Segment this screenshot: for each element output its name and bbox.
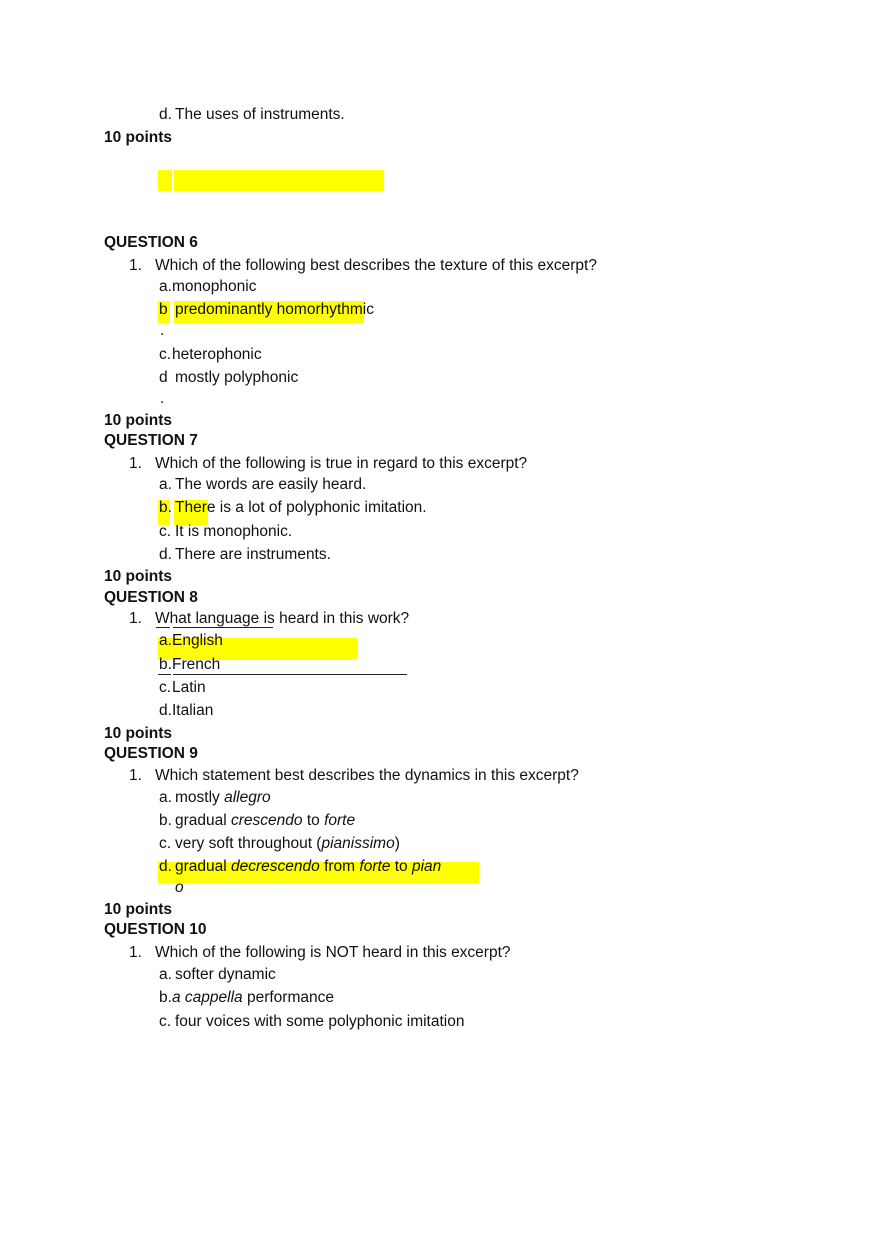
q9-option-d-text: gradual decrescendo from forte to pian <box>175 858 442 875</box>
q6-points: 10 points <box>104 412 173 429</box>
q10-option-c-text: four voices with some polyphonic imitation <box>175 1013 465 1030</box>
q5-option-d-letter: d. <box>159 106 172 123</box>
q9-option-d-letter: d. <box>159 858 172 875</box>
q7-option-a-text: The words are easily heard. <box>175 476 367 493</box>
q7-option-d-text: There are instruments. <box>175 546 331 563</box>
q6-option-b-letter: b <box>159 301 168 318</box>
q6-option-d-text: mostly polyphonic <box>175 369 299 386</box>
answer-highlight-q5-text <box>174 170 384 191</box>
q6-option-a-text: monophonic <box>172 278 257 295</box>
q10-option-b-letter: b. <box>159 989 172 1006</box>
q8-option-d-letter: d. <box>159 702 172 719</box>
q8-option-b-text: French <box>172 656 221 673</box>
q9-option-a-letter: a. <box>159 789 172 806</box>
q9-option-b-letter: b. <box>159 812 172 829</box>
q7-option-b-letter: b. <box>159 499 172 516</box>
q6-prompt: Which of the following best describes the texture of this excerpt? <box>155 257 597 274</box>
q6-option-d-dot: . <box>160 390 165 407</box>
q9-option-d-wrap: o <box>175 879 184 896</box>
q6-option-b-dot: . <box>160 322 165 339</box>
q9-number: 1. <box>129 767 142 784</box>
q7-option-b-text: There is a lot of polyphonic imitation. <box>175 499 427 516</box>
answer-highlight-q5-letter <box>158 170 172 191</box>
q7-option-d-letter: d. <box>159 546 172 563</box>
q9-option-a-text: mostly allegro <box>175 789 271 806</box>
q7-prompt: Which of the following is true in regard to this excerpt? <box>155 455 528 472</box>
q10-option-c-letter: c. <box>159 1013 172 1030</box>
q9-option-b-text: gradual crescendo to forte <box>175 812 356 829</box>
q7-option-c-text: It is monophonic. <box>175 523 293 540</box>
q8-number: 1. <box>129 610 142 627</box>
q8-option-c-letter: c. <box>159 679 172 696</box>
q7-points: 10 points <box>104 568 173 585</box>
q6-heading: QUESTION 6 <box>104 234 198 251</box>
q10-number: 1. <box>129 944 142 961</box>
q7-number: 1. <box>129 455 142 472</box>
q10-option-b-text: a cappella performance <box>172 989 334 1006</box>
q5-points: 10 points <box>104 129 173 146</box>
q10-heading: QUESTION 10 <box>104 921 207 938</box>
q6-option-d-letter: d <box>159 369 168 386</box>
q6-option-c-text: heterophonic <box>172 346 262 363</box>
q7-option-a-letter: a. <box>159 476 172 493</box>
q9-option-c-letter: c. <box>159 835 172 852</box>
q6-number: 1. <box>129 257 142 274</box>
q7-option-c-letter: c. <box>159 523 172 540</box>
q9-heading: QUESTION 9 <box>104 745 198 762</box>
q8-option-a-letter: a. <box>159 632 172 649</box>
q8-heading: QUESTION 8 <box>104 589 198 606</box>
q10-option-a-text: softer dynamic <box>175 966 276 983</box>
q6-option-b-text: predominantly homorhythmic <box>175 301 375 318</box>
q6-option-c-letter: c. <box>159 346 172 363</box>
q10-prompt: Which of the following is NOT heard in this excerpt? <box>155 944 511 961</box>
q8-option-b-letter: b. <box>159 656 172 673</box>
q8-option-c-text: Latin <box>172 679 206 696</box>
q9-prompt: Which statement best describes the dynamics in this excerpt? <box>155 767 579 784</box>
q8-option-d-text: Italian <box>172 702 214 719</box>
q8-prompt: What language is heard in this work? <box>155 610 410 627</box>
q9-option-c-text: very soft throughout (pianissimo) <box>175 835 400 852</box>
q10-option-a-letter: a. <box>159 966 172 983</box>
q8-option-a-text: English <box>172 632 223 649</box>
q8-points: 10 points <box>104 725 173 742</box>
q5-option-d-text: The uses of instruments. <box>175 106 345 123</box>
q6-option-a-letter: a. <box>159 278 172 295</box>
q7-heading: QUESTION 7 <box>104 432 198 449</box>
q9-points: 10 points <box>104 901 173 918</box>
